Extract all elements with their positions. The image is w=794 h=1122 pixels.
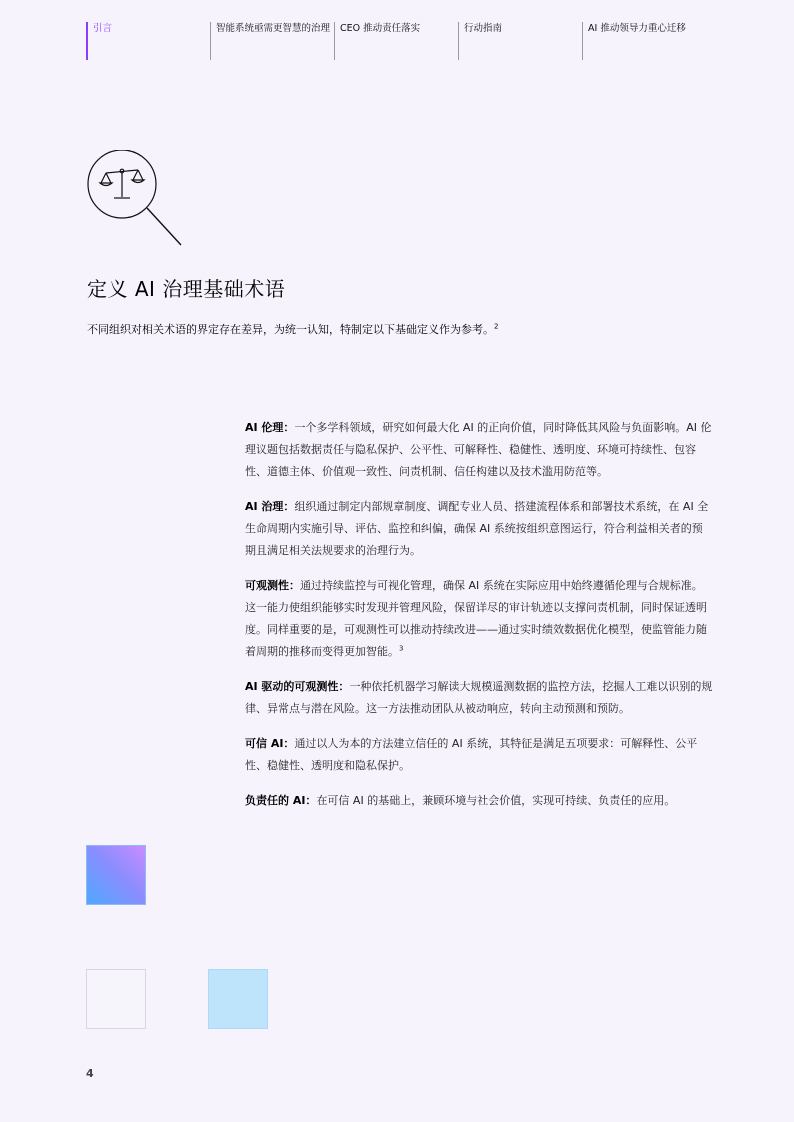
definitions-list [245,417,713,825]
section-nav [86,22,706,60]
footnote-ref: 3 [399,644,404,653]
definition-term: 可观测性： [245,579,300,592]
page-number: 4 [86,1067,94,1080]
definition-text: 组织通过制定内部规章制度、调配专业人员、搭建流程体系和部署技术系统，在 AI 全生命周期内实施引导、评估、监控和纠偏，确保 AI 系统按组织意图运行，符合利益相关者的预期且满足相关法规要求的治理行为。 [245,500,709,557]
definition-text: 在可信 AI 的基础上，兼顾环境与社会价值，实现可持续、负责任的应用。 [316,794,676,807]
definition-ai-observability [245,676,713,720]
definition-ai-governance [245,496,713,562]
nav-item-leadership-shift[interactable]: AI 推动领导力重心迁移 [582,22,706,60]
definition-responsible-ai [245,790,713,812]
nav-item-action-guide[interactable]: 行动指南 [458,22,582,60]
outline-square-decoration [86,969,146,1029]
definition-term: AI 伦理： [245,421,295,434]
definition-text: 通过以人为本的方法建立信任的 AI 系统，其特征是满足五项要求：可解释性、公平性、稳健性、透明度和隐私保护。 [245,737,698,772]
intro-text: 不同组织对相关术语的界定存在差异，为统一认知，特制定以下基础定义作为参考。 [87,323,494,336]
definition-term: 可信 AI： [245,737,295,750]
definition-trustworthy-ai [245,733,713,777]
definition-term: 负责任的 AI： [245,794,317,807]
nav-item-smarter-governance[interactable]: 智能系统亟需更智慧的治理 [210,22,334,60]
intro-paragraph [87,322,498,338]
scales-magnifier-icon [86,150,186,250]
definition-text: 一个多学科领域，研究如何最大化 AI 的正向价值，同时降低其风险与负面影响。AI 伦理议题包括数据责任与隐私保护、公平性、可解释性、稳健性、透明度、环境可持续性、包容性、道德主体、价值观一致性、问责机制、信任构建以及技术滥用防范等。 [245,421,712,478]
definition-term: AI 驱动的可观测性： [245,680,350,693]
footnote-ref: 2 [494,322,499,331]
nav-item-intro[interactable]: 引言 [86,22,210,60]
light-blue-square-decoration [208,969,268,1029]
gradient-square-decoration [86,845,146,905]
nav-item-ceo-responsibility[interactable]: CEO 推动责任落实 [334,22,458,60]
page-title: 定义 AI 治理基础术语 [87,277,286,301]
definition-ai-ethics [245,417,713,483]
definition-observability [245,575,713,663]
definition-term: AI 治理： [245,500,295,513]
definition-text: 通过持续监控与可视化管理，确保 AI 系统在实际应用中始终遵循伦理与合规标准。这一能力使组织能够实时发现并管理风险，保留详尽的审计轨迹以支撑问责机制，同时保证透明度。同样重要的是，可观测性可以推动持续改进——通过实时绩效数据优化模型，使监管能力随着周期的推移而变得更加智能。 [245,579,707,658]
definition-text: 一种依托机器学习解读大规模遥测数据的监控方法，挖掘人工难以识别的规律、异常点与潜在风险。这一方法推动团队从被动响应，转向主动预测和预防。 [245,680,713,715]
